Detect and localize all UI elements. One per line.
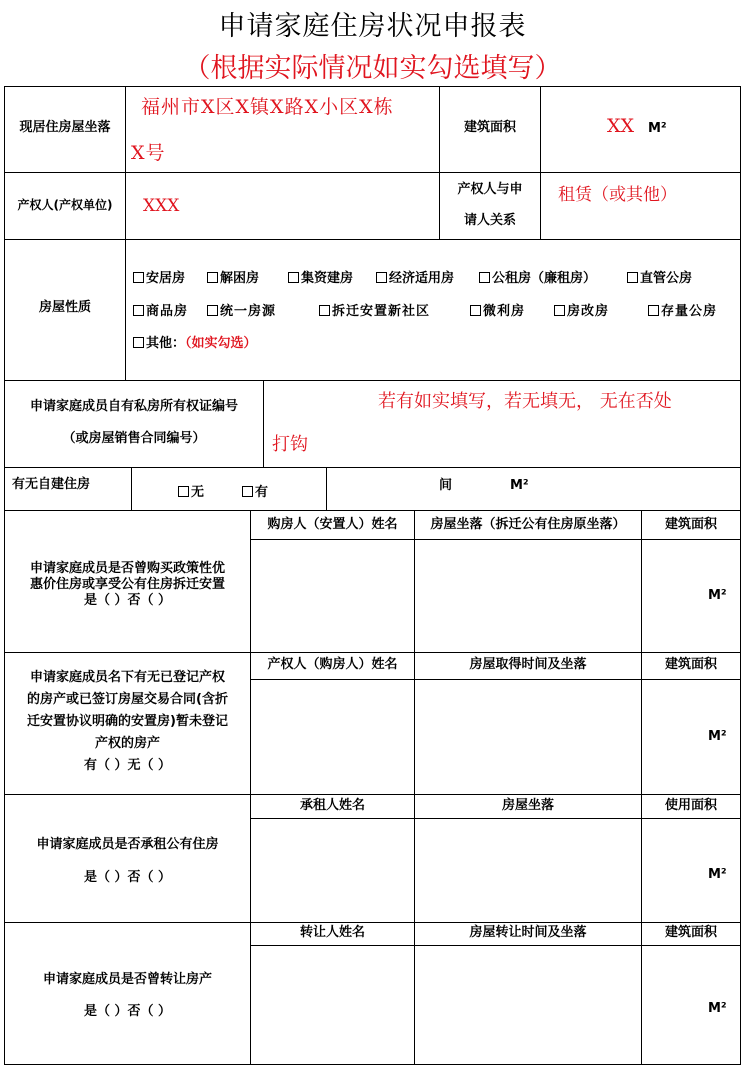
option-fanggai[interactable]: 房改房 — [554, 300, 609, 319]
section-label-line: 的房产或已签订房屋交易合同(含折 — [27, 692, 228, 707]
owner-label: 产权人(产权单位) — [17, 198, 113, 212]
name-cell[interactable] — [251, 946, 414, 1064]
checkbox[interactable] — [178, 486, 189, 497]
cert-note-1[interactable]: 若有如实填写，若无填无， 无在否处 — [378, 391, 672, 412]
location-cell[interactable] — [415, 540, 641, 652]
col-header: 购房人（安置人）姓名 — [267, 517, 398, 532]
checkbox[interactable] — [133, 337, 144, 348]
grid-line — [263, 380, 264, 467]
section-label-line: 产权的房产 — [94, 736, 160, 751]
col-header: 建筑面积 — [664, 925, 717, 940]
address-label: 现居住房屋坐落 — [19, 120, 111, 135]
relation-label-2: 请人关系 — [463, 213, 516, 228]
area-unit: M² — [648, 121, 667, 136]
option-shangpin[interactable]: 商品房 — [133, 300, 188, 319]
section-label-line: 有（ ）无（ ） — [83, 758, 172, 773]
cert-label-1: 申请家庭成员自有私房所有权证编号 — [29, 399, 238, 414]
self-built-area-unit: M² — [510, 478, 529, 493]
grid-line — [326, 467, 327, 510]
option-zhiguan[interactable]: 直管公房 — [627, 267, 692, 286]
relation-label-1: 产权人与申 — [457, 182, 523, 197]
owner-value[interactable]: XXX — [143, 196, 180, 216]
other-note: （如实勾选） — [185, 336, 257, 351]
checkbox[interactable] — [242, 486, 253, 497]
area-unit: M² — [708, 867, 727, 882]
checkbox[interactable] — [288, 272, 299, 283]
grid-line — [4, 467, 741, 468]
checkbox[interactable] — [319, 305, 330, 316]
location-cell[interactable] — [415, 946, 641, 1064]
checkbox[interactable] — [627, 272, 638, 283]
self-built-yes[interactable]: 有 — [242, 481, 268, 500]
col-header: 房屋坐落 — [501, 798, 554, 813]
option-jiekun[interactable]: 解困房 — [207, 267, 259, 286]
checkbox[interactable] — [470, 305, 481, 316]
grid-line — [4, 1064, 741, 1065]
grid-line — [4, 239, 741, 240]
grid-line — [4, 794, 741, 795]
col-header: 产权人（购房人）姓名 — [267, 657, 398, 672]
option-tongyi[interactable]: 统一房源 — [207, 300, 276, 319]
grid-line — [641, 510, 642, 1064]
address-value-line1[interactable]: 福州市X区X镇X路X小区X栋 — [141, 96, 394, 118]
area-value[interactable]: XX — [607, 115, 635, 137]
address-value-line2[interactable]: X号 — [131, 142, 166, 164]
area-label: 建筑面积 — [463, 120, 516, 135]
house-type-label: 房屋性质 — [38, 300, 91, 315]
section-label-line: 是（ ）否（ ） — [83, 593, 172, 608]
option-cunliang[interactable]: 存量公房 — [648, 300, 717, 319]
grid-line — [4, 510, 741, 511]
checkbox[interactable] — [133, 305, 144, 316]
cert-label-2: （或房屋销售合同编号） — [62, 431, 206, 446]
option-chaiqian[interactable]: 拆迁安置新社区 — [319, 300, 430, 319]
col-header: 建筑面积 — [664, 657, 717, 672]
grid-line — [740, 86, 741, 1065]
option-jingji[interactable]: 经济适用房 — [376, 267, 454, 286]
checkbox[interactable] — [554, 305, 565, 316]
section-label-line: 申请家庭成员是否曾购买政策性优 — [29, 561, 225, 576]
section-label-line: 是（ ）否（ ） — [83, 870, 172, 885]
area-unit: M² — [708, 1001, 727, 1016]
col-header: 房屋转让时间及坐落 — [469, 925, 587, 940]
section-label-line: 惠价住房或享受公有住房拆迁安置 — [29, 577, 225, 592]
grid-line — [540, 86, 541, 239]
section-label-line: 迁安置协议明确的安置房)暂未登记 — [27, 714, 228, 729]
name-cell[interactable] — [251, 540, 414, 652]
cert-note-2[interactable]: 打钩 — [272, 434, 308, 455]
option-anju[interactable]: 安居房 — [133, 267, 185, 286]
area-unit: M² — [708, 588, 727, 603]
grid-line — [131, 467, 132, 510]
checkbox[interactable] — [376, 272, 387, 283]
col-header: 建筑面积 — [664, 517, 717, 532]
relation-value[interactable]: 租赁（或其他） — [558, 185, 677, 205]
location-cell[interactable] — [415, 680, 641, 794]
checkbox[interactable] — [479, 272, 490, 283]
grid-line — [4, 380, 741, 381]
checkbox[interactable] — [207, 272, 218, 283]
checkbox[interactable] — [207, 305, 218, 316]
col-header: 房屋坐落（拆迁公有住房原坐落） — [430, 517, 626, 532]
col-header: 房屋取得时间及坐落 — [469, 657, 587, 672]
option-other[interactable]: 其他：（如实勾选） — [133, 332, 257, 351]
form-subtitle: （根据实际情况如实勾选填写） — [183, 53, 562, 84]
section-label-line: 是（ ）否（ ） — [83, 1004, 172, 1019]
rooms-unit: 间 — [439, 478, 453, 493]
grid-line — [125, 86, 126, 380]
section-label-line: 申请家庭成员名下有无已登记产权 — [29, 670, 225, 685]
area-unit: M² — [708, 729, 727, 744]
checkbox[interactable] — [133, 272, 144, 283]
name-cell[interactable] — [251, 680, 414, 794]
checkbox[interactable] — [648, 305, 659, 316]
grid-line — [4, 652, 741, 653]
col-header: 承租人姓名 — [299, 798, 365, 813]
form-title: 申请家庭住房状况申报表 — [218, 11, 527, 42]
grid-line — [4, 172, 741, 173]
col-header: 转让人姓名 — [299, 925, 365, 940]
section-label-line: 申请家庭成员是否曾转让房产 — [42, 972, 212, 987]
self-built-label: 有无自建住房 — [12, 477, 91, 492]
option-gongzu[interactable]: 公租房（廉租房） — [479, 267, 596, 286]
grid-line — [4, 86, 741, 87]
option-weili[interactable]: 微利房 — [470, 300, 525, 319]
section-label-line: 申请家庭成员是否承租公有住房 — [36, 837, 219, 852]
self-built-no[interactable]: 无 — [178, 481, 204, 500]
option-jizi[interactable]: 集资建房 — [288, 267, 353, 286]
location-cell[interactable] — [415, 819, 641, 922]
name-cell[interactable] — [251, 819, 414, 922]
col-header: 使用面积 — [664, 798, 717, 813]
